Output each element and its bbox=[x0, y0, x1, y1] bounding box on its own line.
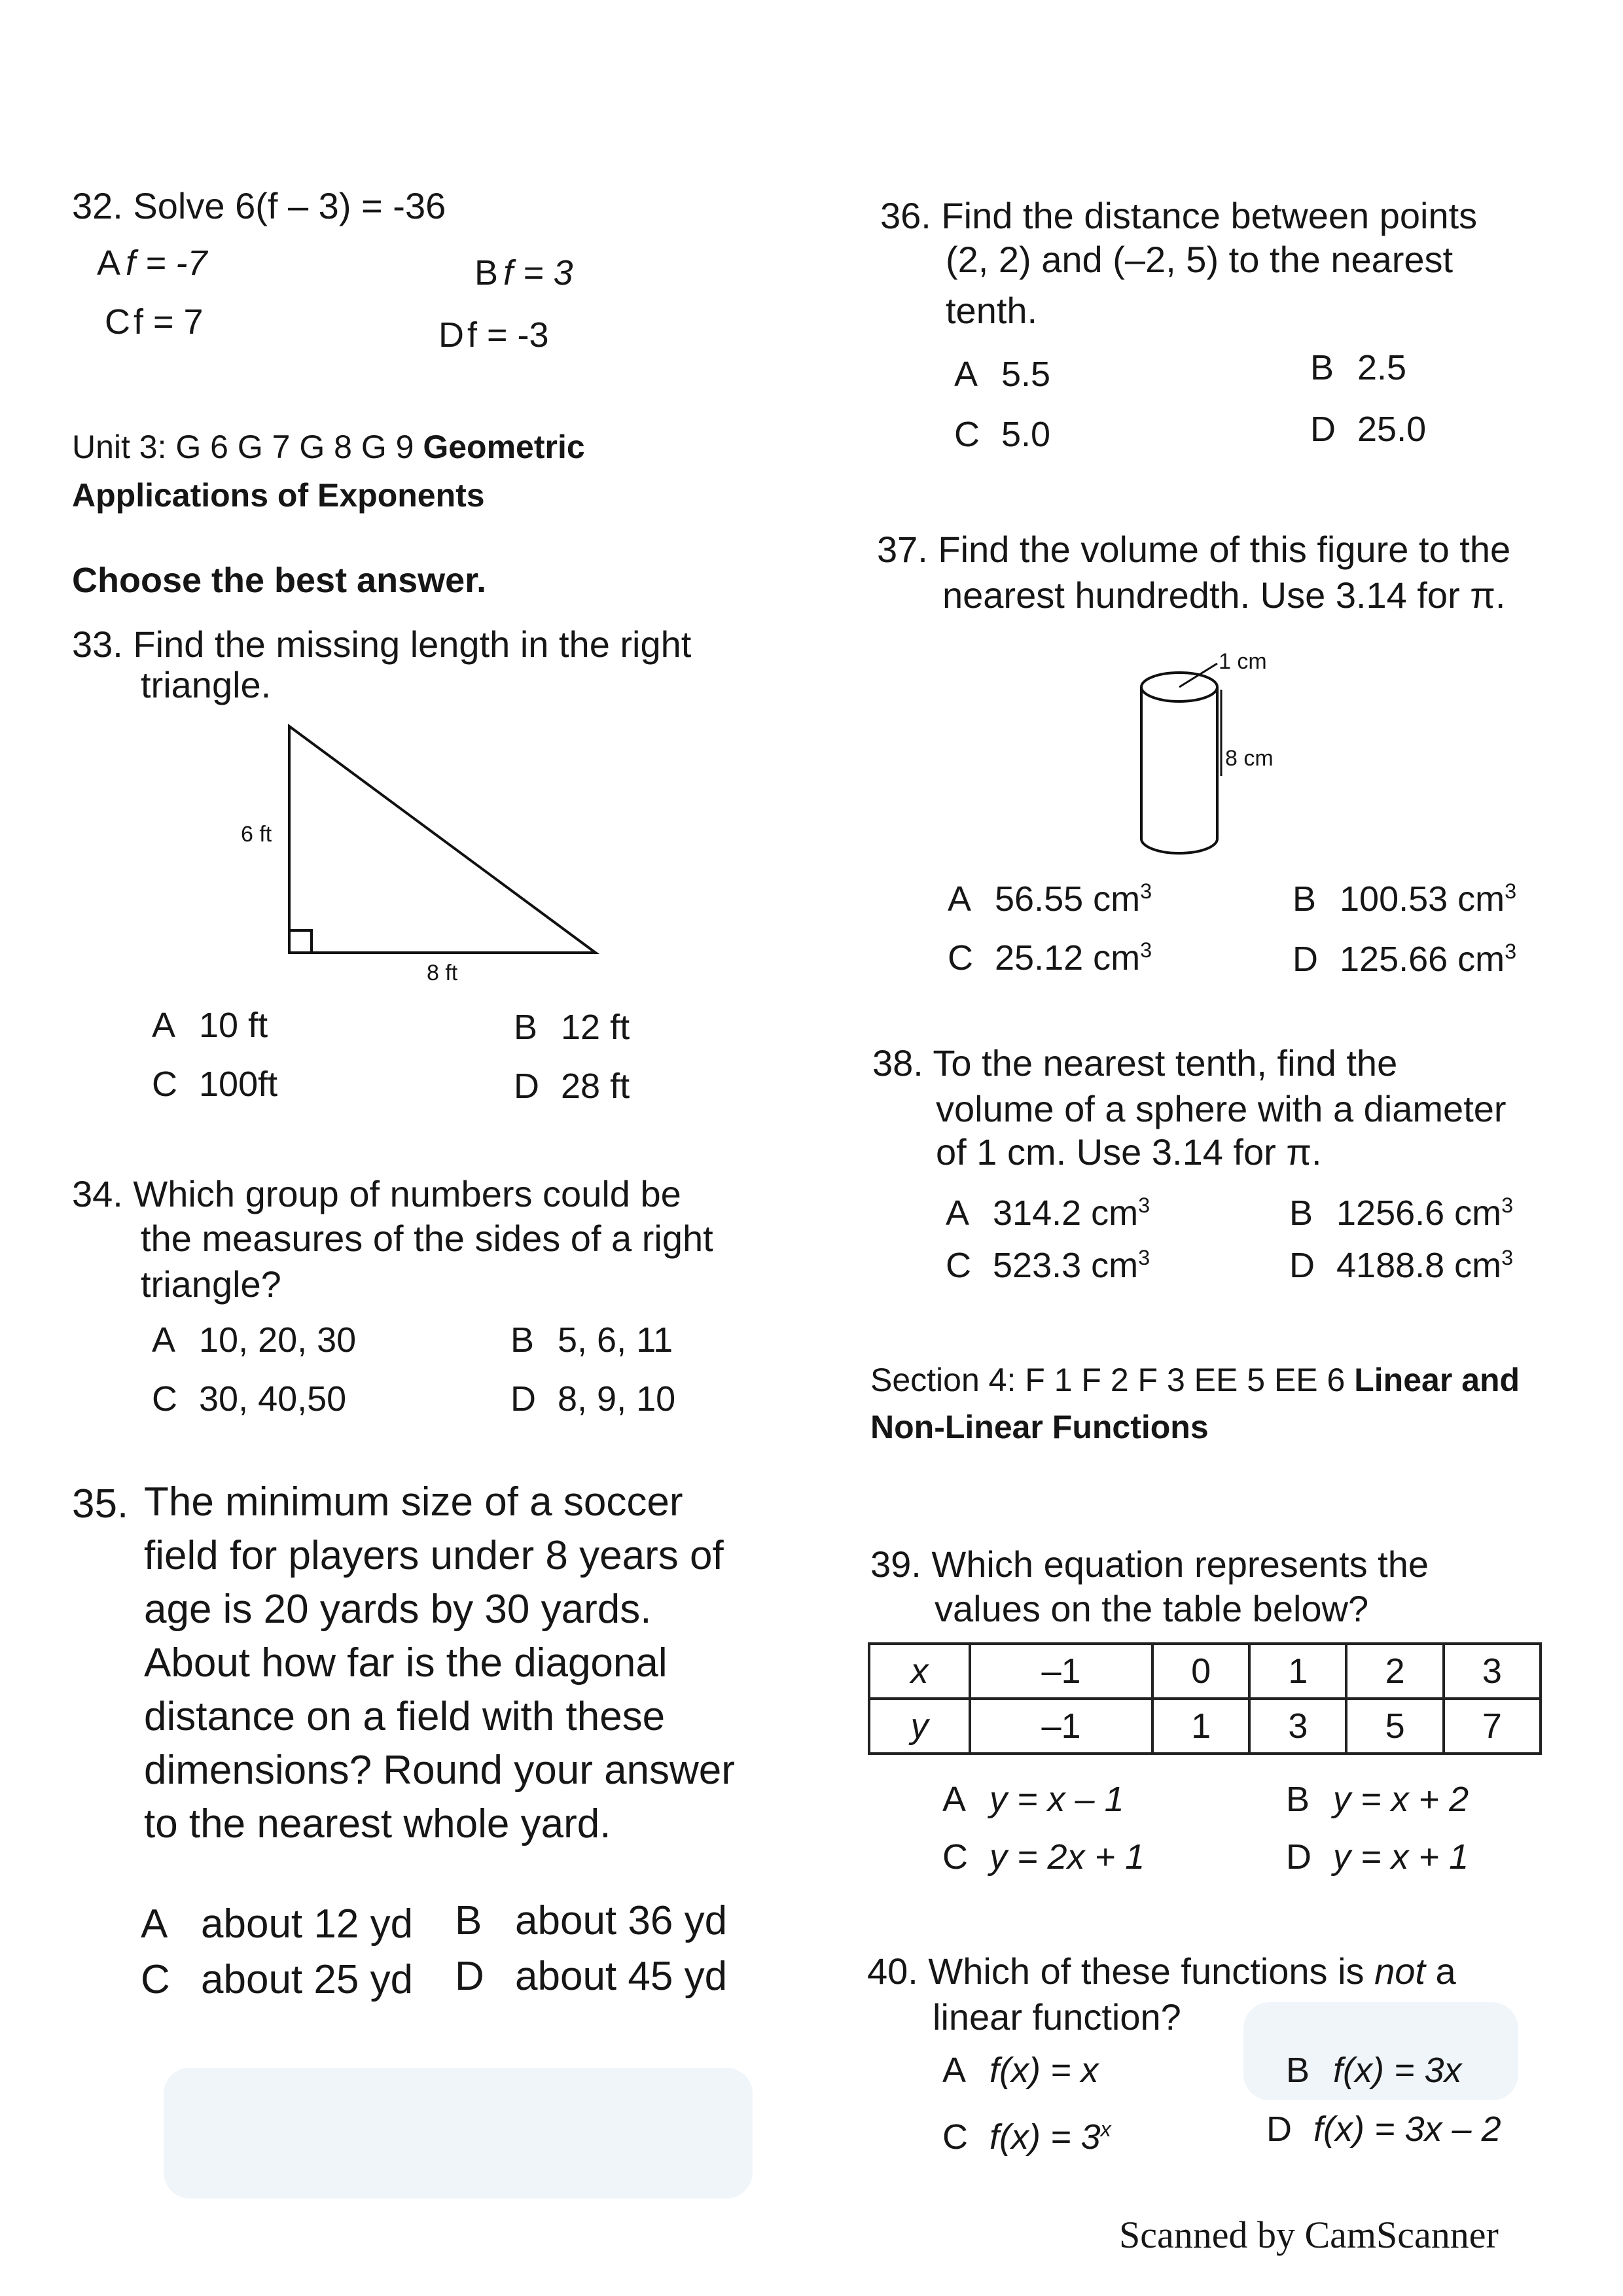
q39-option-c[interactable]: C y = 2x + 1 bbox=[942, 1837, 1145, 1877]
table-cell: –1 bbox=[970, 1699, 1152, 1754]
section-4-heading: Section 4: F 1 F 2 F 3 EE 5 EE 6 Linear and bbox=[870, 1362, 1520, 1398]
cylinder-radius-label: 1 cm bbox=[1219, 649, 1267, 674]
radius-line bbox=[1179, 663, 1217, 687]
q40-option-b[interactable]: B f(x) = 3x bbox=[1286, 2051, 1462, 2090]
q40-option-a[interactable]: A f(x) = x bbox=[942, 2051, 1099, 2090]
table-cell: 0 bbox=[1152, 1644, 1249, 1699]
right-angle-marker bbox=[289, 930, 312, 953]
right-triangle-diagram bbox=[249, 713, 615, 975]
q34-option-d[interactable]: D 8, 9, 10 bbox=[510, 1379, 676, 1419]
question-34-line3: triangle? bbox=[141, 1263, 281, 1305]
question-34: 34. Which group of numbers could be bbox=[72, 1173, 681, 1214]
q35-option-c[interactable]: C about 25 yd bbox=[141, 1957, 414, 2002]
cylinder-height-label: 8 cm bbox=[1225, 746, 1274, 771]
q40-option-c[interactable]: C $f(x) = 3^x$ bbox=[942, 2117, 1111, 2157]
q32-option-d[interactable]: Df = -3 bbox=[438, 315, 549, 355]
q34-option-b[interactable]: B 5, 6, 11 bbox=[510, 1320, 673, 1360]
q35-option-d[interactable]: D about 45 yd bbox=[455, 1954, 728, 1999]
question-38: 38. To the nearest tenth, find the bbox=[872, 1042, 1398, 1084]
q33-option-d[interactable]: D 28 ft bbox=[514, 1067, 630, 1106]
q37-option-c[interactable]: C 25.12 $cm^3$ bbox=[948, 938, 1152, 978]
table-cell: 1 bbox=[1249, 1644, 1346, 1699]
question-36-line2: (2, 2) and (–2, 5) to the nearest bbox=[946, 239, 1454, 280]
scanner-watermark: Scanned by CamScanner bbox=[1119, 2214, 1499, 2256]
q34-option-c[interactable]: C 30, 40,50 bbox=[152, 1379, 347, 1419]
q35-option-b[interactable]: B about 36 yd bbox=[455, 1898, 728, 1943]
section-4-heading-line2: Non-Linear Functions bbox=[870, 1409, 1209, 1445]
question-39-line2: values on the table below? bbox=[935, 1588, 1369, 1629]
question-number: 32. bbox=[72, 185, 123, 226]
q35-option-a[interactable]: A about 12 yd bbox=[141, 1901, 414, 1947]
q38-option-d[interactable]: D 4188.8 $cm^3$ bbox=[1289, 1246, 1514, 1285]
q36-option-c[interactable]: C 5.0 bbox=[954, 415, 1051, 454]
q33-option-a[interactable]: A 10 ft bbox=[152, 1006, 268, 1045]
question-40: 40. Which of these functions is not a bbox=[867, 1951, 1456, 1992]
table-cell: 3 bbox=[1249, 1699, 1346, 1754]
question-40-line2: linear function? bbox=[933, 1996, 1181, 2038]
q38-option-c[interactable]: C 523.3 $cm^3$ bbox=[946, 1246, 1150, 1285]
table-cell: 2 bbox=[1346, 1644, 1443, 1699]
q37-option-d[interactable]: D 125.66 $cm^3$ bbox=[1293, 940, 1517, 979]
q33-option-b[interactable]: B 12 ft bbox=[514, 1008, 630, 1047]
cylinder-bottom bbox=[1141, 839, 1217, 853]
question-36: 36. Find the distance between points bbox=[880, 195, 1478, 236]
question-34-line2: the measures of the sides of a right bbox=[141, 1218, 713, 1259]
q38-option-a[interactable]: A 314.2 $cm^3$ bbox=[946, 1193, 1150, 1233]
q33-option-c[interactable]: C 100ft bbox=[152, 1065, 278, 1104]
q36-option-b[interactable]: B 2.5 bbox=[1310, 348, 1407, 387]
table-cell: –1 bbox=[970, 1644, 1152, 1699]
q37-option-b[interactable]: B 100.53 $cm^3$ bbox=[1293, 879, 1517, 919]
question-38-line3: of 1 cm. Use 3.14 for π. bbox=[936, 1131, 1322, 1173]
scan-smudge bbox=[164, 2068, 753, 2199]
table-cell: 1 bbox=[1152, 1699, 1249, 1754]
question-35-number: 35. bbox=[72, 1481, 129, 1527]
table-cell: 3 bbox=[1444, 1644, 1541, 1699]
question-text: Solve 6(f – 3) = -36 bbox=[133, 185, 446, 226]
table-cell: 7 bbox=[1444, 1699, 1541, 1754]
q32-option-a[interactable]: A f = -7 bbox=[97, 243, 207, 283]
q39-option-d[interactable]: D y = x + 1 bbox=[1286, 1837, 1469, 1877]
q37-option-a[interactable]: A 56.55 $cm^3$ bbox=[948, 879, 1152, 919]
triangle-side-label: 6 ft bbox=[241, 822, 272, 847]
question-32 bbox=[72, 183, 446, 229]
question-35-text: The minimum size of a soccer field for players under 8 years of age is 20 yards by 30 yards. About how far is the diagonal distance on a field with these dimensions? Round your answer to the nearest whole yard. bbox=[144, 1479, 735, 1846]
q39-option-a[interactable]: A y = x – 1 bbox=[942, 1780, 1124, 1819]
table-row-y bbox=[869, 1699, 1541, 1754]
q36-option-d[interactable]: D 25.0 bbox=[1310, 410, 1427, 449]
question-37: 37. Find the volume of this figure to the bbox=[877, 529, 1511, 570]
table-header-x: x bbox=[869, 1644, 970, 1699]
question-38-line2: volume of a sphere with a diameter bbox=[936, 1088, 1507, 1129]
q38-option-b[interactable]: B 1256.6 $cm^3$ bbox=[1289, 1193, 1514, 1233]
values-table bbox=[868, 1642, 1542, 1755]
triangle-shape bbox=[289, 726, 596, 953]
question-36-line3: tenth. bbox=[946, 290, 1038, 331]
q34-option-a[interactable]: A 10, 20, 30 bbox=[152, 1320, 357, 1360]
triangle-base-label: 8 ft bbox=[427, 961, 458, 985]
unit-3-heading: Unit 3: G 6 G 7 G 8 G 9 Geometric bbox=[72, 429, 585, 465]
instruction: Choose the best answer. bbox=[72, 561, 487, 600]
table-header-y: y bbox=[869, 1699, 970, 1754]
table-row-x bbox=[869, 1644, 1541, 1699]
q32-option-c[interactable]: Cf = 7 bbox=[105, 302, 204, 342]
question-33: 33. Find the missing length in the right bbox=[72, 624, 692, 665]
question-39: 39. Which equation represents the bbox=[870, 1544, 1429, 1585]
q39-option-b[interactable]: B y = x + 2 bbox=[1286, 1780, 1469, 1819]
unit-3-heading-line2: Applications of Exponents bbox=[72, 477, 485, 514]
q40-option-d[interactable]: D f(x) = 3x – 2 bbox=[1266, 2110, 1501, 2149]
question-37-line2: nearest hundredth. Use 3.14 for π. bbox=[942, 574, 1506, 616]
q36-option-a[interactable]: A 5.5 bbox=[954, 355, 1051, 394]
table-cell: 5 bbox=[1346, 1699, 1443, 1754]
q32-option-b[interactable]: B f = 3 bbox=[474, 253, 573, 292]
question-33-line2: triangle. bbox=[141, 664, 272, 705]
